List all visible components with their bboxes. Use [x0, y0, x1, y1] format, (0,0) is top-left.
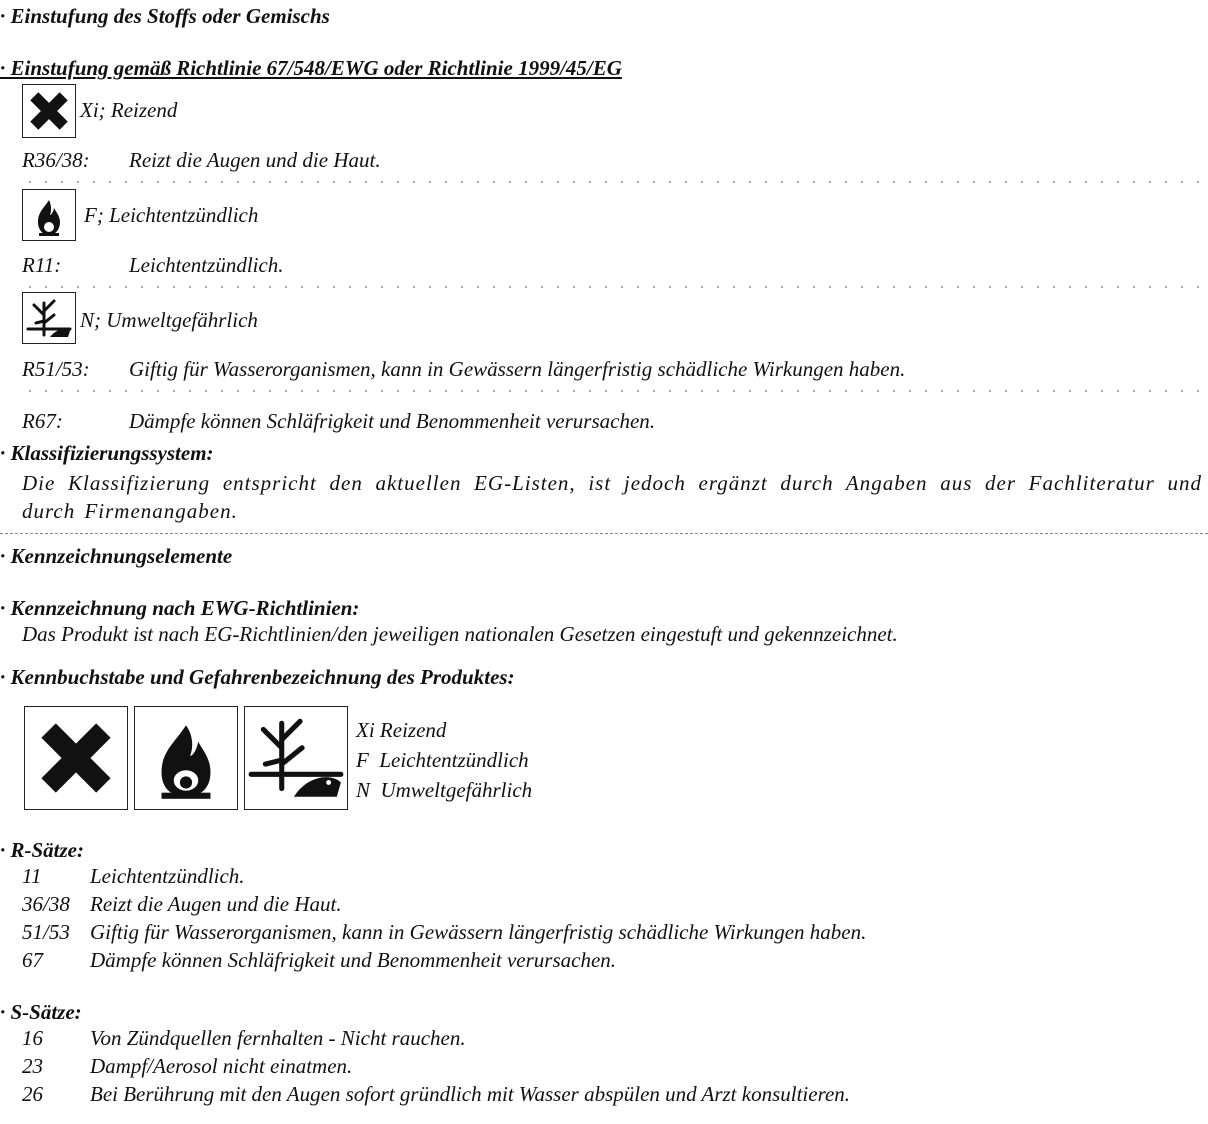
s-phrase-code: 26 — [22, 1082, 43, 1106]
dashed-section-divider — [0, 533, 1208, 534]
r-phrase-text: Leichtentzündlich. — [129, 253, 284, 277]
r-phrase-code: R67: — [22, 409, 63, 433]
classification-label-n: N; Umweltgefährlich — [80, 308, 258, 332]
classification-label-xi: Xi; Reizend — [80, 98, 178, 122]
classification-label-f: F; Leichtentzündlich — [84, 203, 259, 227]
subheading-ewg-labelling: · Kennzeichnung nach EWG-Richtlinien: — [0, 596, 360, 620]
r-phrase-text: Leichtentzündlich. — [90, 864, 245, 888]
subheading-hazard-symbols: · Kennbuchstabe und Gefahrenbezeichnung des Produktes: — [0, 665, 515, 689]
xi-harmful-cross-icon — [22, 84, 76, 138]
r-phrase-text: Dämpfe können Schläfrigkeit und Benommenheit verursachen. — [129, 409, 656, 433]
n-dead-tree-fish-icon — [244, 706, 348, 810]
n-dead-tree-fish-icon — [22, 292, 76, 344]
f-flame-icon — [22, 189, 76, 241]
s-phrase-code: 16 — [22, 1026, 43, 1050]
r-phrase-code: 36/38 — [22, 892, 70, 916]
f-flame-icon — [134, 706, 238, 810]
section-heading-labelling: · Kennzeichnungselemente — [0, 544, 233, 568]
classification-system-text: Die Klassifizierung entspricht den aktuellen EG-Listen, ist jedoch ergänzt durch Angaben aus der Fachliteratur und durch Firmenangaben. — [22, 471, 1202, 523]
section-heading-classification: · Einstufung des Stoffs oder Gemischs — [0, 4, 330, 28]
subheading-classification-directive: · Einstufung gemäß Richtlinie 67/548/EWG oder Richtlinie 1999/45/EG — [0, 56, 622, 80]
r-phrase-code: R11: — [22, 253, 62, 277]
s-phrase-text: Dampf/Aerosol nicht einatmen. — [90, 1054, 353, 1078]
symbol-legend-xi: Xi Reizend — [356, 718, 447, 742]
xi-harmful-cross-icon — [24, 706, 128, 810]
r-phrase-code: 11 — [22, 864, 42, 888]
section-heading-s-phrases: · S-Sätze: — [0, 1000, 82, 1024]
r-phrase-code: 67 — [22, 948, 43, 972]
dotted-separator — [22, 286, 1208, 288]
symbol-legend-n: N Umweltgefährlich — [356, 778, 533, 802]
r-phrase-text: Dämpfe können Schläfrigkeit und Benommenheit verursachen. — [90, 948, 617, 972]
r-phrase-code: R51/53: — [22, 357, 90, 381]
r-phrase-text: Giftig für Wasserorganismen, kann in Gewässern längerfristig schädliche Wirkungen haben. — [90, 920, 867, 944]
s-phrase-code: 23 — [22, 1054, 43, 1078]
s-phrase-text: Bei Berührung mit den Augen sofort gründlich mit Wasser abspülen und Arzt konsultieren. — [90, 1082, 851, 1106]
section-heading-r-phrases: · R-Sätze: — [0, 838, 84, 862]
r-phrase-text: Giftig für Wasserorganismen, kann in Gewässern längerfristig schädliche Wirkungen haben. — [129, 357, 906, 381]
dotted-separator — [22, 390, 1208, 392]
r-phrase-code: 51/53 — [22, 920, 70, 944]
r-phrase-text: Reizt die Augen und die Haut. — [90, 892, 342, 916]
dotted-separator — [22, 181, 1208, 183]
symbol-legend-f: F Leichtentzündlich — [356, 748, 529, 772]
ewg-labelling-text: Das Produkt ist nach EG-Richtlinien/den jeweiligen nationalen Gesetzen eingestuft und gekennzeichnet. — [22, 622, 898, 646]
section-heading-classification-system: · Klassifizierungssystem: — [0, 441, 214, 465]
r-phrase-text: Reizt die Augen und die Haut. — [129, 148, 381, 172]
r-phrase-code: R36/38: — [22, 148, 90, 172]
s-phrase-text: Von Zündquellen fernhalten - Nicht rauchen. — [90, 1026, 466, 1050]
